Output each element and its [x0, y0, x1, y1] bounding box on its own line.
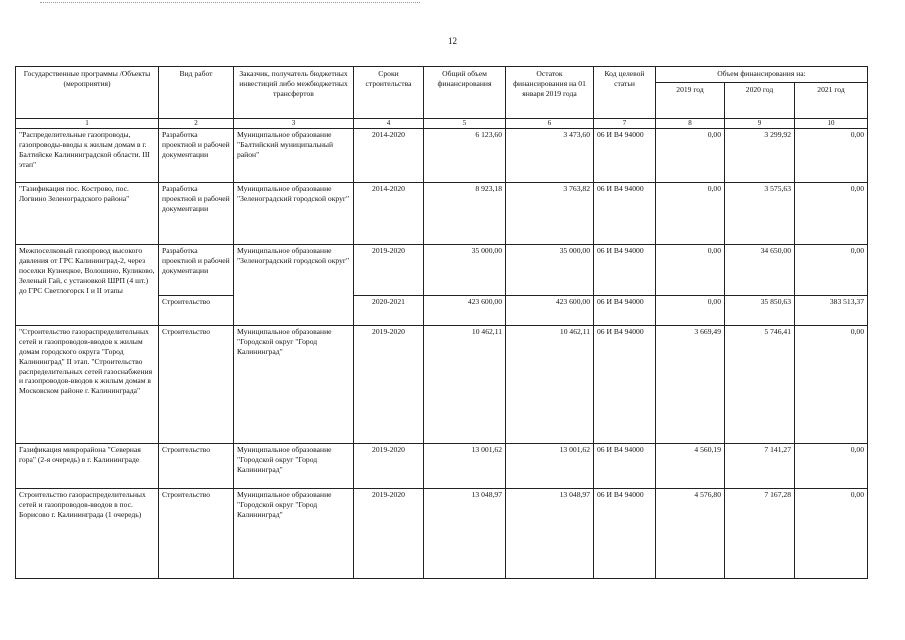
header-terms: Сроки строительства — [354, 67, 424, 119]
column-number: 3 — [234, 119, 354, 129]
column-number: 4 — [354, 119, 424, 129]
cell-program: "Газификация пос. Кострово, пос. Логвино Зеленоградского района" — [16, 183, 159, 245]
cell-2021: 0,00 — [795, 489, 868, 579]
header-work-type: Вид работ — [159, 67, 234, 119]
cell-total: 8 923,18 — [424, 183, 506, 245]
table-row — [16, 245, 868, 296]
column-number: 1 — [16, 119, 159, 129]
column-number: 2 — [159, 119, 234, 129]
cell-2020: 7 167,28 — [725, 489, 795, 579]
cell-program: "Строительство газораспределительных сетей и газопроводов-вводов к жилым домам городского округа "Город Калининград" II этап. "Строительство распределительных сетей газоснабжения и газопроводов-вводов к жилым домам в Московском районе г. Калининграда" — [16, 326, 159, 444]
cell-work-type: Строительство — [159, 326, 234, 444]
column-number: 9 — [725, 119, 795, 129]
cell-remainder: 3 473,60 — [506, 129, 594, 183]
column-number: 8 — [656, 119, 725, 129]
table-row — [16, 129, 868, 183]
cell-2020: 35 850,63 — [725, 296, 795, 326]
cell-2019: 3 669,49 — [656, 326, 725, 444]
header-funding-group: Объем финансирования на: — [656, 67, 868, 83]
cell-total: 6 123,60 — [424, 129, 506, 183]
cell-2021: 0,00 — [795, 183, 868, 245]
cell-terms: 2019-2020 — [354, 444, 424, 489]
cell-2019: 0,00 — [656, 183, 725, 245]
table-row — [16, 489, 868, 579]
cell-work-type: Разработка проектной и рабочей документации — [159, 129, 234, 183]
cell-remainder: 10 462,11 — [506, 326, 594, 444]
cell-terms: 2014-2020 — [354, 183, 424, 245]
header-year-2021: 2021 год — [795, 83, 868, 119]
cell-remainder: 13 001,62 — [506, 444, 594, 489]
cell-2019: 0,00 — [656, 245, 725, 296]
table-row — [16, 444, 868, 489]
cell-program: "Распределительные газопроводы, газопроводы-вводы к жилым домам в г. Балтийске Калининградской области. III этап" — [16, 129, 159, 183]
investment-table — [15, 66, 868, 579]
cell-terms: 2019-2020 — [354, 245, 424, 296]
column-number: 7 — [594, 119, 656, 129]
cell-remainder: 423 600,00 — [506, 296, 594, 326]
header-remainder: Остаток финансирования на 01 января 2019 года — [506, 67, 594, 119]
cell-work-type: Строительство — [159, 296, 234, 326]
cell-code: 06 И В4 94000 — [594, 245, 656, 296]
cell-terms: 2019-2020 — [354, 489, 424, 579]
cell-work-type: Разработка проектной и рабочей документации — [159, 245, 234, 296]
cell-total: 423 600,00 — [424, 296, 506, 326]
cell-remainder: 13 048,97 — [506, 489, 594, 579]
header-code: Код целевой статьи — [594, 67, 656, 119]
header-program: Государственные программы /Объекты (мероприятия) — [16, 67, 159, 119]
cell-work-type: Строительство — [159, 489, 234, 579]
cell-2020: 7 141,27 — [725, 444, 795, 489]
cell-2021: 0,00 — [795, 245, 868, 296]
cell-customer: Муниципальное образование "Городской округ "Город Калининград" — [234, 489, 354, 579]
cell-remainder: 35 000,00 — [506, 245, 594, 296]
cell-2021: 0,00 — [795, 129, 868, 183]
cell-2019: 4 576,80 — [656, 489, 725, 579]
cell-code: 06 И В4 94000 — [594, 489, 656, 579]
table-row — [16, 326, 868, 444]
table-row — [16, 183, 868, 245]
page-number: 12 — [448, 36, 457, 46]
cell-2021: 0,00 — [795, 444, 868, 489]
cell-terms: 2019-2020 — [354, 326, 424, 444]
cell-total: 13 001,62 — [424, 444, 506, 489]
column-number: 5 — [424, 119, 506, 129]
cell-2021: 383 513,37 — [795, 296, 868, 326]
cell-2019: 0,00 — [656, 296, 725, 326]
header-row-1 — [16, 67, 868, 83]
cell-customer: Муниципальное образование "Балтийский муниципальный район" — [234, 129, 354, 183]
cell-2020: 34 650,00 — [725, 245, 795, 296]
cell-customer: Муниципальное образование "Городской округ "Город Калининград" — [234, 444, 354, 489]
cell-2019: 0,00 — [656, 129, 725, 183]
column-number: 6 — [506, 119, 594, 129]
cell-2020: 3 299,92 — [725, 129, 795, 183]
cell-total: 13 048,97 — [424, 489, 506, 579]
cell-program: Строительство газораспределительных сетей и газопроводов-вводов в пос. Борисово г. Калининграда (1 очередь) — [16, 489, 159, 579]
cell-remainder: 3 763,82 — [506, 183, 594, 245]
cell-code: 06 И В4 94000 — [594, 326, 656, 444]
cell-2020: 5 746,41 — [725, 326, 795, 444]
cell-total: 10 462,11 — [424, 326, 506, 444]
cell-code: 06 И В4 94000 — [594, 183, 656, 245]
cell-work-type: Разработка проектной и рабочей документации — [159, 183, 234, 245]
header-total: Общий объем финансирования — [424, 67, 506, 119]
cell-total: 35 000,00 — [424, 245, 506, 296]
cell-terms: 2014-2020 — [354, 129, 424, 183]
cell-code: 06 И В4 94000 — [594, 129, 656, 183]
cell-code: 06 И В4 94000 — [594, 444, 656, 489]
header-customer: Заказчик, получатель бюджетных инвестиций либо межбюджетных трансфертов — [234, 67, 354, 119]
cell-terms: 2020-2021 — [354, 296, 424, 326]
cell-work-type: Строительство — [159, 444, 234, 489]
top-scan-rule — [40, 2, 420, 3]
header-year-2019: 2019 год — [656, 83, 725, 119]
cell-2021: 0,00 — [795, 326, 868, 444]
cell-2019: 4 560,19 — [656, 444, 725, 489]
cell-customer: Муниципальное образование "Зеленоградский городской округ" — [234, 183, 354, 245]
cell-program: Газификация микрорайона "Северная гора" (2-я очередь) в г. Калининграде — [16, 444, 159, 489]
column-number: 10 — [795, 119, 868, 129]
column-numbers-row — [16, 119, 868, 129]
cell-customer: Муниципальное образование "Городской округ "Город Калининград" — [234, 326, 354, 444]
cell-code: 06 И В4 94000 — [594, 296, 656, 326]
cell-program: Межпоселковый газопровод высокого давления от ГРС Калининград-2, через поселки Кузнецкое, Волошино, Куликово, Зеленый Гай, с установкой ШРП (4 шт.) до ГРС Светлогорск I и II этапы — [16, 245, 159, 326]
cell-customer: Муниципальное образование "Зеленоградский городской округ" — [234, 245, 354, 326]
header-year-2020: 2020 год — [725, 83, 795, 119]
cell-2020: 3 575,63 — [725, 183, 795, 245]
